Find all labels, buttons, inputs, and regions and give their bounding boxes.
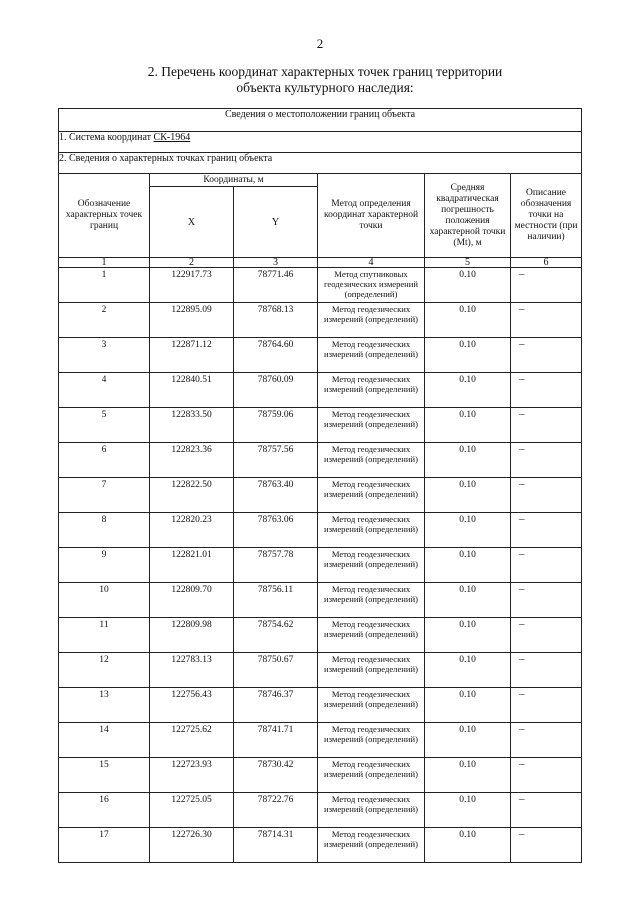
section-2-title: 2. Сведения о характерных точках границ объекта: [59, 153, 582, 174]
point-label-cell: 2: [59, 303, 150, 338]
point-label-cell: 13: [59, 688, 150, 723]
table-row: [59, 408, 582, 443]
column-number-row: [59, 258, 582, 268]
description-cell: –: [511, 303, 582, 338]
x-coordinate-cell: 122726.30: [150, 828, 234, 863]
column-number: 6: [511, 258, 582, 268]
table-row: [59, 303, 582, 338]
accuracy-cell: 0.10: [425, 303, 511, 338]
accuracy-cell: 0.10: [425, 653, 511, 688]
method-cell: Метод геодезических измерений (определений): [318, 338, 425, 373]
method-cell: Метод геодезических измерений (определений): [318, 758, 425, 793]
accuracy-cell: 0.10: [425, 478, 511, 513]
table-row: [59, 548, 582, 583]
y-coordinate-cell: 78763.40: [234, 478, 318, 513]
method-cell: Метод геодезических измерений (определений): [318, 373, 425, 408]
y-coordinate-cell: 78754.62: [234, 618, 318, 653]
point-label-cell: 7: [59, 478, 150, 513]
point-label-cell: 11: [59, 618, 150, 653]
y-coordinate-cell: 78746.37: [234, 688, 318, 723]
description-cell: –: [511, 548, 582, 583]
coordinates-table: [58, 108, 582, 863]
header-x: X: [150, 187, 234, 258]
x-coordinate-cell: 122783.13: [150, 653, 234, 688]
method-cell: Метод геодезических измерений (определений): [318, 653, 425, 688]
accuracy-cell: 0.10: [425, 373, 511, 408]
accuracy-cell: 0.10: [425, 548, 511, 583]
accuracy-cell: 0.10: [425, 828, 511, 863]
method-cell: Метод геодезических измерений (определений): [318, 478, 425, 513]
table-row: [59, 268, 582, 303]
table-row: [59, 478, 582, 513]
accuracy-cell: 0.10: [425, 268, 511, 303]
y-coordinate-cell: 78750.67: [234, 653, 318, 688]
point-label-cell: 9: [59, 548, 150, 583]
y-coordinate-cell: 78730.42: [234, 758, 318, 793]
x-coordinate-cell: 122895.09: [150, 303, 234, 338]
x-coordinate-cell: 122917.73: [150, 268, 234, 303]
page-title-line-2: объекта культурного наследия:: [236, 80, 414, 95]
description-cell: –: [511, 793, 582, 828]
description-cell: –: [511, 723, 582, 758]
column-number: 4: [318, 258, 425, 268]
table-row: [59, 828, 582, 863]
y-coordinate-cell: 78771.46: [234, 268, 318, 303]
x-coordinate-cell: 122833.50: [150, 408, 234, 443]
header-description: Описание обозначения точки на местности (при наличии): [511, 174, 582, 258]
point-label-cell: 1: [59, 268, 150, 303]
column-number: 2: [150, 258, 234, 268]
x-coordinate-cell: 122823.36: [150, 443, 234, 478]
table-row: [59, 583, 582, 618]
point-label-cell: 17: [59, 828, 150, 863]
method-cell: Метод геодезических измерений (определений): [318, 443, 425, 478]
description-cell: –: [511, 688, 582, 723]
point-label-cell: 12: [59, 653, 150, 688]
y-coordinate-cell: 78741.71: [234, 723, 318, 758]
page-title: [100, 64, 550, 96]
header-coordinates: Координаты, м: [150, 174, 318, 187]
accuracy-cell: 0.10: [425, 723, 511, 758]
x-coordinate-cell: 122725.05: [150, 793, 234, 828]
x-coordinate-cell: 122820.23: [150, 513, 234, 548]
method-cell: Метод геодезических измерений (определений): [318, 583, 425, 618]
accuracy-cell: 0.10: [425, 583, 511, 618]
header-y: Y: [234, 187, 318, 258]
method-cell: Метод геодезических измерений (определений): [318, 793, 425, 828]
method-cell: Метод геодезических измерений (определений): [318, 828, 425, 863]
y-coordinate-cell: 78759.06: [234, 408, 318, 443]
method-cell: Метод геодезических измерений (определений): [318, 513, 425, 548]
y-coordinate-cell: 78757.78: [234, 548, 318, 583]
table-row: [59, 338, 582, 373]
x-coordinate-cell: 122821.01: [150, 548, 234, 583]
x-coordinate-cell: 122871.12: [150, 338, 234, 373]
x-coordinate-cell: 122840.51: [150, 373, 234, 408]
method-cell: Метод геодезических измерений (определений): [318, 618, 425, 653]
point-label-cell: 5: [59, 408, 150, 443]
y-coordinate-cell: 78714.31: [234, 828, 318, 863]
x-coordinate-cell: 122809.70: [150, 583, 234, 618]
accuracy-cell: 0.10: [425, 513, 511, 548]
point-label-cell: 14: [59, 723, 150, 758]
description-cell: –: [511, 758, 582, 793]
y-coordinate-cell: 78763.06: [234, 513, 318, 548]
coordinate-system-cell: [59, 132, 582, 153]
coordinate-system-value: СК-1964: [153, 132, 191, 143]
column-number: 3: [234, 258, 318, 268]
y-coordinate-cell: 78757.56: [234, 443, 318, 478]
y-coordinate-cell: 78760.09: [234, 373, 318, 408]
method-cell: Метод спутниковых геодезических измерений (определений): [318, 268, 425, 303]
description-cell: –: [511, 443, 582, 478]
y-coordinate-cell: 78756.11: [234, 583, 318, 618]
table-row: [59, 618, 582, 653]
table-row: [59, 688, 582, 723]
method-cell: Метод геодезических измерений (определений): [318, 723, 425, 758]
description-cell: –: [511, 338, 582, 373]
accuracy-cell: 0.10: [425, 618, 511, 653]
description-cell: –: [511, 653, 582, 688]
page-number: 2: [316, 36, 324, 51]
point-label-cell: 3: [59, 338, 150, 373]
description-cell: –: [511, 513, 582, 548]
accuracy-cell: 0.10: [425, 408, 511, 443]
x-coordinate-cell: 122723.93: [150, 758, 234, 793]
y-coordinate-cell: 78722.76: [234, 793, 318, 828]
table-row: [59, 758, 582, 793]
x-coordinate-cell: 122756.43: [150, 688, 234, 723]
description-cell: –: [511, 373, 582, 408]
table-row: [59, 793, 582, 828]
accuracy-cell: 0.10: [425, 758, 511, 793]
column-number: 5: [425, 258, 511, 268]
point-label-cell: 8: [59, 513, 150, 548]
table-row: [59, 723, 582, 758]
description-cell: –: [511, 583, 582, 618]
table-row: [59, 443, 582, 478]
method-cell: Метод геодезических измерений (определений): [318, 408, 425, 443]
point-label-cell: 15: [59, 758, 150, 793]
description-cell: –: [511, 268, 582, 303]
point-label-cell: 4: [59, 373, 150, 408]
x-coordinate-cell: 122725.62: [150, 723, 234, 758]
accuracy-cell: 0.10: [425, 443, 511, 478]
description-cell: –: [511, 828, 582, 863]
x-coordinate-cell: 122822.50: [150, 478, 234, 513]
point-label-cell: 10: [59, 583, 150, 618]
accuracy-cell: 0.10: [425, 688, 511, 723]
description-cell: –: [511, 618, 582, 653]
header-method: Метод определения координат характерной точки: [318, 174, 425, 258]
description-cell: –: [511, 408, 582, 443]
method-cell: Метод геодезических измерений (определений): [318, 303, 425, 338]
page-title-line-1: 2. Перечень координат характерных точек границ территории: [147, 64, 503, 79]
accuracy-cell: 0.10: [425, 338, 511, 373]
description-cell: –: [511, 478, 582, 513]
point-label-cell: 6: [59, 443, 150, 478]
point-label-cell: 16: [59, 793, 150, 828]
table-row: [59, 373, 582, 408]
y-coordinate-cell: 78768.13: [234, 303, 318, 338]
accuracy-cell: 0.10: [425, 793, 511, 828]
method-cell: Метод геодезических измерений (определений): [318, 688, 425, 723]
column-number: 1: [59, 258, 150, 268]
coordinate-system-label: 1. Система координат: [59, 132, 154, 143]
method-cell: Метод геодезических измерений (определений): [318, 548, 425, 583]
table-row: [59, 653, 582, 688]
y-coordinate-cell: 78764.60: [234, 338, 318, 373]
header-accuracy: Средняя квадратическая погрешность положения характерной точки (Mt), м: [425, 174, 511, 258]
table-row: [59, 513, 582, 548]
header-point: Обозначение характерных точек границ: [59, 174, 150, 258]
x-coordinate-cell: 122809.98: [150, 618, 234, 653]
table-title: Сведения о местоположении границ объекта: [59, 109, 582, 132]
